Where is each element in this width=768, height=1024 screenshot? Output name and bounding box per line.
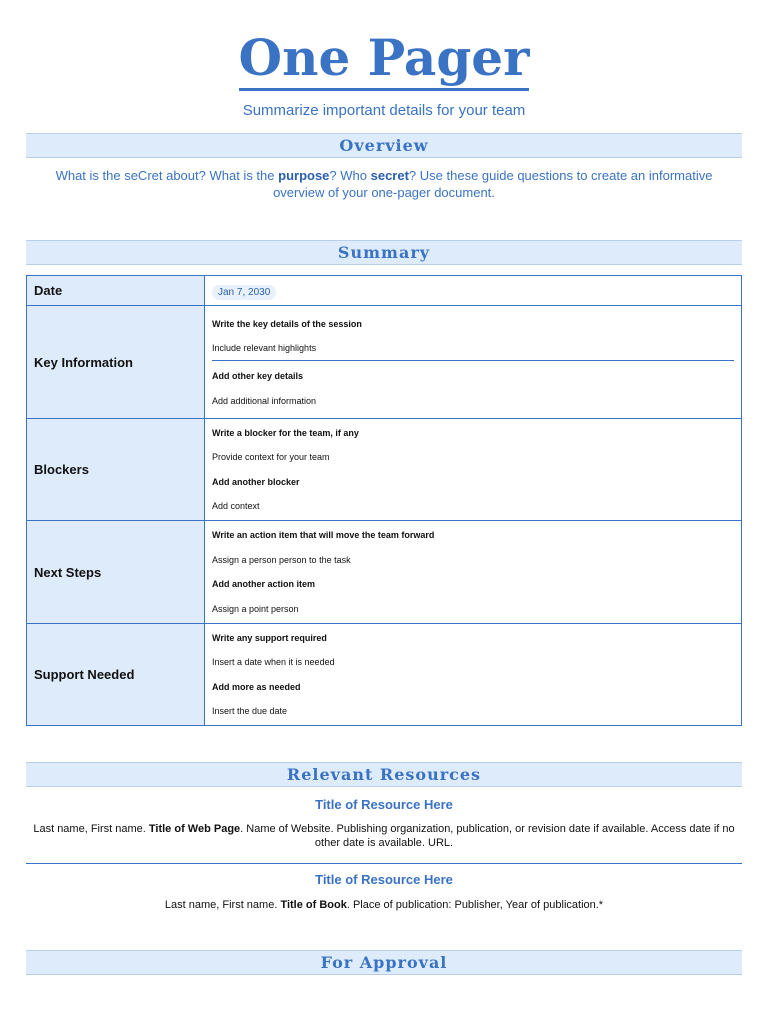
page-title-text: One Pager — [239, 28, 530, 91]
next-steps-line-1: Write an action item that will move the team forward — [212, 530, 435, 541]
resource-divider — [26, 863, 742, 864]
next-steps-line-4: Assign a point person — [212, 603, 299, 614]
support-needed-line-1: Write any support required — [212, 632, 327, 643]
table-row-key-information — [27, 306, 742, 419]
next-steps-label: Next Steps — [27, 521, 205, 624]
blockers-cell[interactable] — [205, 419, 742, 521]
resource-1-prefix: Last name, First name. — [33, 823, 149, 835]
blockers-line-1: Write a blocker for the team, if any — [212, 427, 359, 438]
resource-1-bold: Title of Web Page — [148, 823, 241, 835]
key-information-line-2: Include relevant highlights — [212, 343, 317, 353]
support-needed-cell[interactable] — [205, 624, 742, 726]
page-subtitle: Summarize important details for your team — [242, 102, 526, 119]
overview-heading: Overview — [26, 133, 742, 158]
next-steps-line-2: Assign a person person to the task — [212, 554, 351, 565]
resource-2-suffix: . Place of publication: Publisher, Year of publication.* — [346, 899, 604, 911]
resource-1-suffix: . Name of Website. Publishing organization, publication, or revision date if available. Access date if no other date is available. URL. — [240, 823, 735, 849]
blockers-line-4: Add context — [212, 501, 260, 512]
date-label: Date — [27, 276, 205, 306]
summary-table — [26, 275, 742, 726]
overview-text-3: ? Use these guide questions to create an informative overview of your one-pager document. — [273, 168, 713, 200]
table-row-blockers — [27, 419, 742, 521]
table-row-date — [27, 276, 742, 306]
approval-heading: For Approval — [26, 950, 742, 975]
next-steps-cell[interactable] — [205, 521, 742, 624]
support-needed-line-3: Add more as needed — [212, 681, 301, 692]
resource-2-citation — [22, 898, 746, 912]
next-steps-line-3: Add another action item — [212, 579, 316, 590]
blockers-label: Blockers — [27, 419, 205, 521]
table-row-next-steps — [27, 521, 742, 624]
date-chip[interactable]: Jan 7, 2030 — [212, 285, 276, 300]
overview-text — [30, 167, 738, 201]
resource-2-title: Title of Resource Here — [315, 872, 453, 887]
key-information-label: Key Information — [27, 306, 205, 419]
overview-bold-secret: secret — [370, 168, 409, 183]
key-information-line-1: Write the key details of the session — [212, 318, 362, 329]
support-needed-line-2: Insert a date when it is needed — [212, 657, 335, 668]
key-information-divider — [212, 360, 734, 361]
key-information-line-4: Add additional information — [212, 395, 317, 406]
resource-2-bold: Title of Book — [280, 899, 347, 911]
support-needed-line-4: Insert the due date — [212, 706, 288, 717]
support-needed-label: Support Needed — [27, 624, 205, 726]
resource-2-prefix: Last name, First name. — [164, 899, 281, 911]
resources-heading: Relevant Resources — [26, 762, 742, 787]
date-cell — [205, 276, 742, 306]
overview-text-1: What is the seCret about? What is the — [55, 168, 279, 183]
resource-1-title: Title of Resource Here — [315, 797, 453, 812]
overview-bold-purpose: purpose — [278, 168, 330, 183]
key-information-line-3: Add other key details — [212, 371, 304, 381]
key-information-cell[interactable] — [205, 306, 742, 419]
overview-text-2: ? Who — [329, 168, 371, 183]
blockers-line-3: Add another blocker — [212, 476, 300, 487]
table-row-support-needed — [27, 624, 742, 726]
page-title — [0, 26, 768, 90]
summary-heading: Summary — [26, 240, 742, 265]
resource-1-citation — [22, 822, 746, 850]
blockers-line-2: Provide context for your team — [212, 452, 330, 463]
